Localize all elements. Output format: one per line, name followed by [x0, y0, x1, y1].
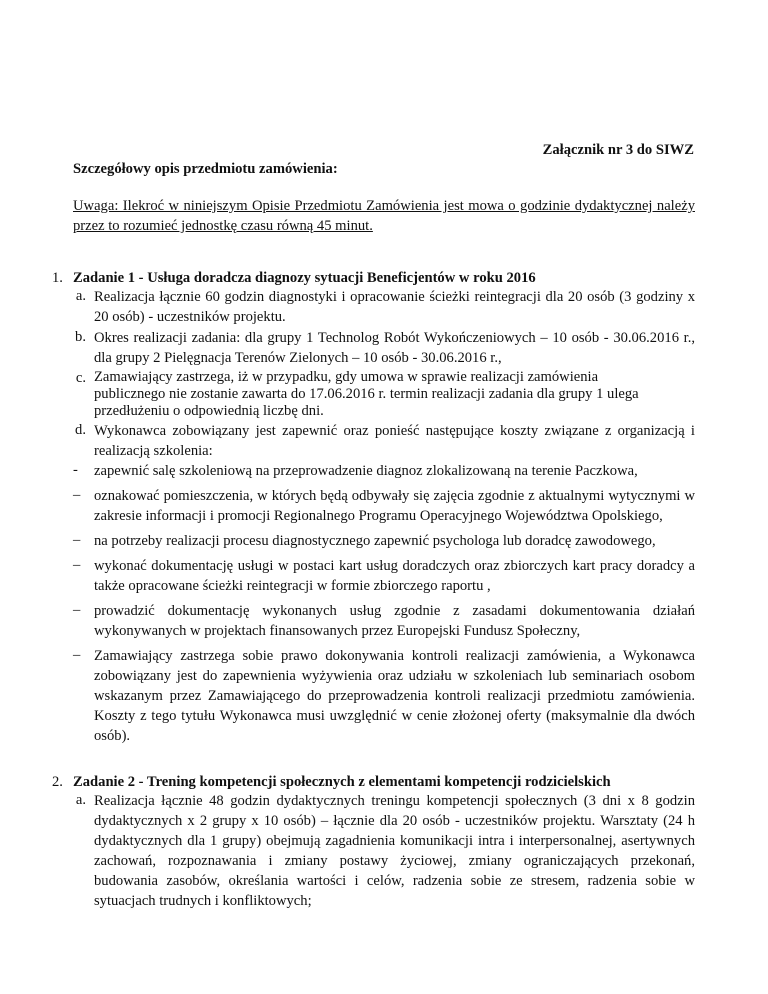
item-text: Okres realizacji zadania: dla grupy 1 Technolog Robót Wykończeniowych – 10 osób - 30.06.2016 r., dla grupy 2 Pielęgnacja Terenów Zielonych – 10 osób - 30.06.2016 r.,: [94, 330, 695, 366]
section-title: Zadanie 1 - Usługa doradcza diagnozy sytuacji Beneficjentów w roku 2016: [73, 270, 536, 286]
item-letter: a.: [75, 288, 86, 304]
list-item: [73, 369, 695, 420]
list-item: [73, 328, 695, 368]
bullet-marker: –: [73, 487, 81, 503]
item-text: Wykonawca zobowiązany jest zapewnić oraz ponieść następujące koszty związane z organizacją i realizacją szkolenia:: [94, 423, 695, 459]
cost-bullet-list: [73, 461, 695, 746]
section-number: 1.: [52, 270, 63, 286]
bullet-marker: –: [73, 602, 81, 618]
bullet-text: zapewnić salę szkoleniową na przeprowadzenie diagnoz zlokalizowaną na terenie Paczkowa,: [94, 463, 638, 479]
bullet-marker: –: [73, 647, 81, 663]
section-number: 2.: [52, 774, 63, 790]
bullet-marker: –: [73, 557, 81, 573]
annex-label: Załącznik nr 3 do SIWZ: [542, 142, 694, 158]
item-list: [73, 791, 695, 911]
item-letter: a.: [75, 792, 86, 808]
item-letter: c.: [75, 370, 86, 386]
bullet-text: Zamawiający zastrzega sobie prawo dokonywania kontroli realizacji zamówienia, a Wykonawca zobowiązany jest do zapewnienia wyżywienia oraz udziału w szkoleniach lub seminariach osobom wskazanym przez Zamawiającego do przeprowadzenia kontroli realizacji przedmiotu zamówienia. Koszty z tego tytułu Wykonawca musi uwzględnić w cenie złożonej oferty (maksymalnie dla dwóch osób).: [94, 648, 695, 744]
bullet-item: [73, 486, 695, 526]
bullet-item: [73, 646, 695, 746]
section-heading: [52, 269, 695, 287]
section-heading: [52, 773, 695, 791]
item-text: Realizacja łącznie 60 godzin diagnostyki i opracowanie ścieżki reintegracji dla 20 osób (3 godziny x 20 osób) - uczestników projektu.: [94, 289, 695, 325]
bullet-text: prowadzić dokumentację wykonanych usług zgodnie z zasadami dokumentowania działań wykonywanych w projektach finansowanych przez Europejski Fundusz Społeczny,: [94, 603, 695, 639]
bullet-item: [73, 601, 695, 641]
bullet-text: oznakować pomieszczenia, w których będą odbywały się zajęcia zgodnie z aktualnymi wytycznymi w zakresie informacji i promocji Regionalnego Programu Operacyjnego Województwa Opolskiego,: [94, 488, 695, 524]
bullet-marker: -: [73, 462, 78, 478]
section-title: Zadanie 2 - Trening kompetencji społecznych z elementami kompetencji rodzicielskich: [73, 774, 611, 790]
bullet-marker: –: [73, 532, 81, 548]
item-text: Realizacja łącznie 48 godzin dydaktycznych treningu kompetencji społecznych (3 dni x 8 godzin dydaktycznych x 2 grupy x 10 osób) – łącznie dla 20 osób - uczestników projektu. Warsztaty (24 h dydaktycznych dla 1 grupy) obejmują zagadnienia komunikacji intra i interpersonalnej, asertywnych zachowań, rozpoznawania i zmiany postawy życiowej, zmiany ograniczających przekonań, budowania zasobów, określania wartości i celów, radzenia sobie ze stresem, radzenia sobie w sytuacjach trudnych i konfliktowych;: [94, 793, 695, 909]
bullet-item: [73, 531, 695, 551]
item-text: Zamawiający zastrzega, iż w przypadku, gdy umowa w sprawie realizacji zamówienia publicznego nie zostanie zawarta do 17.06.2016 r. termin realizacji zadania dla grupy 1 ulega przedłużeniu o odpowiednią liczbę dni.: [94, 369, 639, 419]
item-list: [73, 287, 695, 461]
list-item: [73, 287, 695, 327]
section-task-2: [52, 773, 695, 911]
item-letter: d.: [75, 422, 86, 438]
list-item: [73, 791, 695, 911]
bullet-item: [73, 461, 695, 481]
document-title: Szczegółowy opis przedmiotu zamówienia:: [73, 161, 338, 177]
item-letter: b.: [75, 329, 86, 345]
bullet-text: wykonać dokumentację usługi w postaci kart usług doradczych oraz zbiorczych kart pracy doradcy a także opracowane ścieżki reintegracji w formie zbiorczego raportu ,: [94, 558, 695, 594]
list-item: [73, 421, 695, 461]
definition-note: Uwaga: Ilekroć w niniejszym Opisie Przedmiotu Zamówienia jest mowa o godzinie dydaktycznej należy przez to rozumieć jednostkę czasu równą 45 minut.: [73, 198, 695, 234]
bullet-item: [73, 556, 695, 596]
section-task-1: [52, 269, 695, 746]
bullet-text: na potrzeby realizacji procesu diagnostycznego zapewnić psychologa lub doradcę zawodowego,: [94, 533, 656, 549]
